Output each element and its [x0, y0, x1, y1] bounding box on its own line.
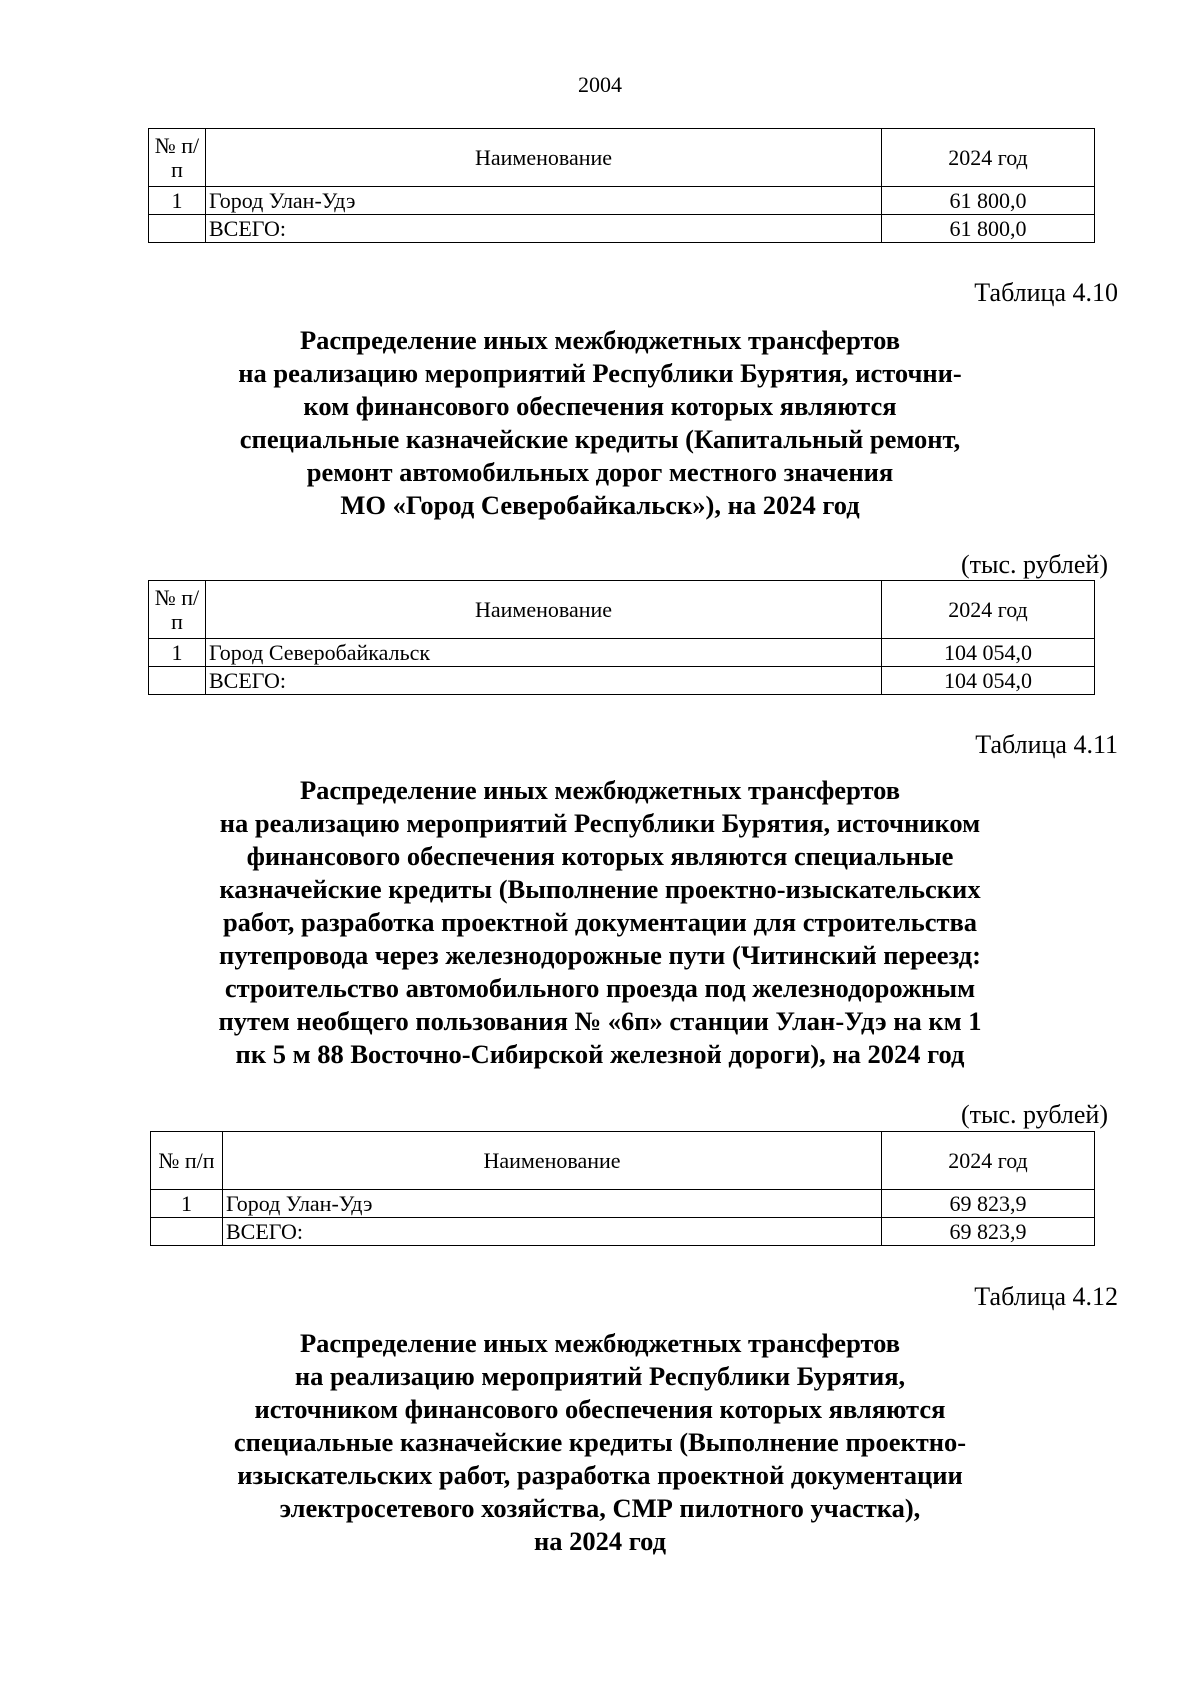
row-value: 104 054,0 — [882, 667, 1095, 695]
title-line: специальные казначейские кредиты (Выполнение проектно- — [233, 1427, 967, 1457]
table-label-4-10: Таблица 4.10 — [974, 278, 1118, 307]
table-row — [149, 639, 1095, 667]
title-line: строительство автомобильного проезда под железнодорожным — [224, 973, 976, 1003]
units-label: (тыс. рублей) — [960, 550, 1108, 579]
header-year: 2024 год — [882, 129, 1095, 187]
table-total-row — [149, 215, 1095, 243]
table-total-row — [151, 1218, 1095, 1246]
row-num: 1 — [149, 639, 206, 667]
title-line: пк 5 м 88 Восточно-Сибирской железной дороги), на 2024 год — [235, 1039, 965, 1069]
row-value: 104 054,0 — [882, 639, 1095, 667]
title-line: казначейские кредиты (Выполнение проектно-изыскательских — [219, 874, 981, 904]
table-label-4-12: Таблица 4.12 — [974, 1282, 1118, 1311]
table-title-4-11 — [0, 774, 1200, 1071]
title-line: МО «Город Северобайкальск»), на 2024 год — [340, 490, 860, 520]
title-line: на 2024 год — [533, 1526, 667, 1556]
table-row — [151, 1190, 1095, 1218]
header-year: 2024 год — [882, 581, 1095, 639]
row-name: Город Северобайкальск — [206, 639, 882, 667]
table-label-4-11: Таблица 4.11 — [975, 730, 1118, 759]
title-line: на реализацию мероприятий Республики Бурятия, — [294, 1361, 906, 1391]
table-header-row — [149, 129, 1095, 187]
table-total-row — [149, 667, 1095, 695]
row-num — [149, 215, 206, 243]
title-line: финансового обеспечения которых являются специальные — [246, 841, 954, 871]
row-value: 61 800,0 — [882, 187, 1095, 215]
title-line: путепровода через железнодорожные пути (Читинский переезд: — [219, 940, 981, 970]
header-name: Наименование — [206, 581, 882, 639]
row-num — [149, 667, 206, 695]
header-year: 2024 год — [882, 1132, 1095, 1190]
table-4-11 — [150, 1131, 1095, 1246]
page-number: 2004 — [578, 72, 622, 97]
row-name: ВСЕГО: — [206, 215, 882, 243]
title-line: работ, разработка проектной документации для строительства — [222, 907, 978, 937]
row-num: 1 — [151, 1190, 223, 1218]
title-line: Распределение иных межбюджетных трансфертов — [299, 1328, 901, 1358]
row-name: Город Улан-Удэ — [223, 1190, 882, 1218]
table-header-row — [149, 581, 1095, 639]
title-line: на реализацию мероприятий Республики Бурятия, источни- — [238, 358, 962, 388]
title-line: электросетевого хозяйства, СМР пилотного участка), — [279, 1493, 921, 1523]
units-label: (тыс. рублей) — [960, 1100, 1108, 1129]
row-name: ВСЕГО: — [223, 1218, 882, 1246]
title-line: Распределение иных межбюджетных трансфертов — [299, 775, 901, 805]
title-line: специальные казначейские кредиты (Капитальный ремонт, — [239, 424, 961, 454]
title-line: на реализацию мероприятий Республики Бурятия, источником — [219, 808, 981, 838]
row-value: 61 800,0 — [882, 215, 1095, 243]
row-num — [151, 1218, 223, 1246]
row-name: Город Улан-Удэ — [206, 187, 882, 215]
table-header-row — [151, 1132, 1095, 1190]
row-value: 69 823,9 — [882, 1218, 1095, 1246]
row-name: ВСЕГО: — [206, 667, 882, 695]
header-num: № п/п — [149, 129, 206, 187]
title-line: путем необщего пользования № «6п» станции Улан-Удэ на км 1 — [218, 1006, 982, 1036]
header-num: № п/п — [151, 1132, 223, 1190]
table-4-10 — [148, 580, 1095, 695]
title-line: ком финансового обеспечения которых являются — [303, 391, 897, 421]
header-name: Наименование — [206, 129, 882, 187]
table-title-4-10 — [0, 324, 1200, 522]
row-value: 69 823,9 — [882, 1190, 1095, 1218]
table-row — [149, 187, 1095, 215]
title-line: Распределение иных межбюджетных трансфертов — [299, 325, 901, 355]
header-num: № п/п — [149, 581, 206, 639]
title-line: источником финансового обеспечения которых являются — [254, 1394, 946, 1424]
title-line: изыскательских работ, разработка проектной документации — [237, 1460, 963, 1490]
title-line: ремонт автомобильных дорог местного значения — [306, 457, 894, 487]
table-4-9-continued — [148, 128, 1095, 243]
table-title-4-12 — [0, 1327, 1200, 1558]
header-name: Наименование — [223, 1132, 882, 1190]
row-num: 1 — [149, 187, 206, 215]
